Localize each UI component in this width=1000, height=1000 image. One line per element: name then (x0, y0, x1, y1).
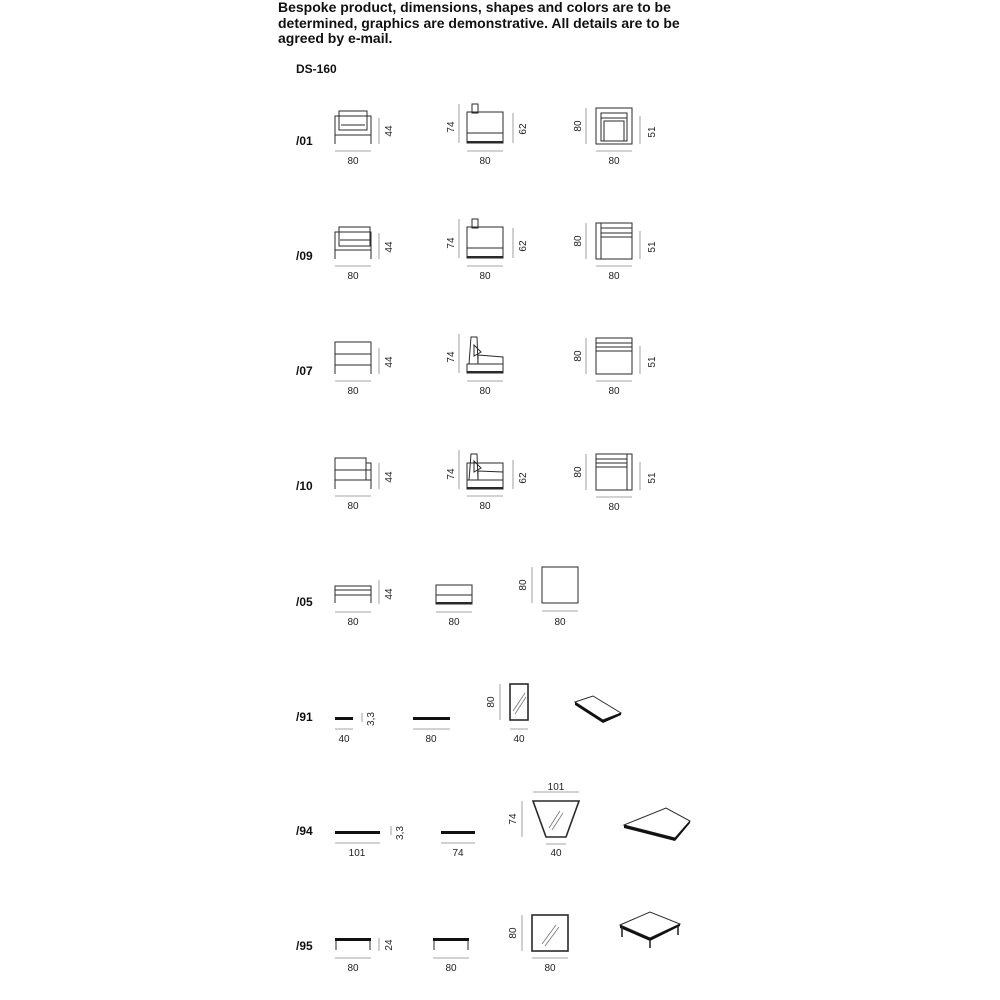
arm-height-dim: 62 (518, 240, 529, 252)
row-code: /10 (296, 479, 313, 493)
row-code: /09 (296, 249, 313, 263)
seat-height-dim: 44 (384, 471, 395, 483)
width-dim: 80 (347, 271, 359, 282)
row-code: /05 (296, 595, 313, 609)
height-dim: 74 (446, 237, 457, 249)
depth-dim: 80 (508, 927, 519, 939)
seat-height-dim: 44 (384, 356, 395, 368)
width-dim: 40 (513, 734, 525, 745)
side-table-top-view (486, 684, 528, 745)
right-arm-module-top-view (573, 454, 658, 513)
row-91 (296, 684, 621, 745)
seat-height-dim: 44 (384, 125, 395, 137)
armless-module-top-view (573, 338, 658, 397)
intro-text: Bespoke product, dimensions, shapes and colors are to be determined, graphics are demonstrative. All details are to be agreed by e-mail. (278, 0, 680, 46)
depth-dim: 74 (452, 848, 464, 859)
arm-height-dim: 62 (518, 472, 529, 484)
side-table-perspective (575, 696, 621, 723)
armless-module-front-view (335, 342, 395, 397)
depth-dim: 80 (573, 120, 584, 132)
depth-dim: 80 (479, 271, 491, 282)
row-95 (296, 912, 680, 974)
depth-dim: 80 (573, 466, 584, 478)
left-arm-module-side-view (446, 219, 529, 282)
ottoman-side-view (436, 585, 472, 628)
row-94 (296, 782, 690, 859)
thickness-dim: 3,3 (395, 826, 406, 840)
depth-dim: 80 (448, 617, 460, 628)
height-dim: 74 (446, 351, 457, 363)
coffee-table-perspective (620, 912, 680, 948)
width-dim: 80 (544, 963, 556, 974)
right-arm-module-front-view (335, 458, 395, 512)
width-dim: 80 (347, 617, 359, 628)
seat-depth-dim: 51 (647, 472, 658, 484)
depth-dim: 80 (573, 350, 584, 362)
row-code: /91 (296, 710, 313, 724)
length-dim: 80 (486, 696, 497, 708)
coffee-table-front-view (335, 938, 395, 974)
row-code: /94 (296, 824, 313, 838)
width-dim: 80 (608, 386, 620, 397)
right-arm-module-side-view (446, 450, 529, 512)
width-dim: 101 (348, 848, 366, 859)
height-dim: 74 (446, 468, 457, 480)
seat-depth-dim: 51 (647, 126, 658, 138)
row-code: /07 (296, 364, 313, 378)
armchair-top-view (573, 108, 658, 167)
width-dim: 40 (338, 734, 350, 745)
left-arm-module-top-view (573, 223, 658, 282)
bottom-width-dim: 40 (550, 848, 562, 859)
model-code: DS-160 (296, 62, 337, 76)
top-width-dim: 101 (547, 782, 565, 793)
armchair-side-view (446, 104, 529, 167)
row-code: /95 (296, 939, 313, 953)
arm-height-dim: 62 (518, 123, 529, 135)
length-dim: 80 (425, 734, 437, 745)
width-dim: 80 (347, 156, 359, 167)
depth-dim: 80 (479, 156, 491, 167)
row-01 (296, 104, 658, 167)
seat-depth-dim: 51 (647, 356, 658, 368)
width-dim: 80 (347, 963, 359, 974)
depth-dim: 80 (445, 963, 457, 974)
height-dim: 24 (384, 939, 395, 951)
width-dim: 80 (608, 271, 620, 282)
trapezoid-table-front-view (335, 826, 406, 859)
depth-dim: 80 (479, 386, 491, 397)
armless-module-side-view (446, 334, 503, 397)
seat-height-dim: 44 (384, 588, 395, 600)
row-09 (296, 219, 658, 282)
row-07 (296, 334, 658, 397)
height-dim: 74 (446, 121, 457, 133)
trapezoid-table-top-view (508, 782, 579, 859)
width-dim: 80 (608, 502, 620, 513)
ottoman-top-view (518, 567, 578, 628)
depth-dim: 80 (573, 235, 584, 247)
coffee-table-top-view (508, 915, 568, 974)
width-dim: 80 (347, 501, 359, 512)
width-dim: 80 (608, 156, 620, 167)
width-dim: 80 (347, 386, 359, 397)
depth-dim: 80 (479, 501, 491, 512)
depth-dim: 74 (508, 813, 519, 825)
depth-dim: 80 (518, 579, 529, 591)
width-dim: 80 (554, 617, 566, 628)
seat-height-dim: 44 (384, 241, 395, 253)
side-table-side-view (413, 717, 450, 745)
coffee-table-side-view (433, 938, 469, 974)
ottoman-front-view (335, 580, 395, 628)
left-arm-module-front-view (335, 227, 395, 282)
trapezoid-table-side-view (441, 831, 475, 859)
row-code: /01 (296, 134, 313, 148)
side-table-front-view (335, 712, 377, 745)
seat-depth-dim: 51 (647, 241, 658, 253)
armchair-front-view (335, 111, 395, 167)
row-05 (296, 567, 578, 628)
trapezoid-table-perspective (624, 808, 690, 841)
thickness-dim: 3,3 (366, 712, 377, 726)
row-10 (296, 450, 658, 513)
